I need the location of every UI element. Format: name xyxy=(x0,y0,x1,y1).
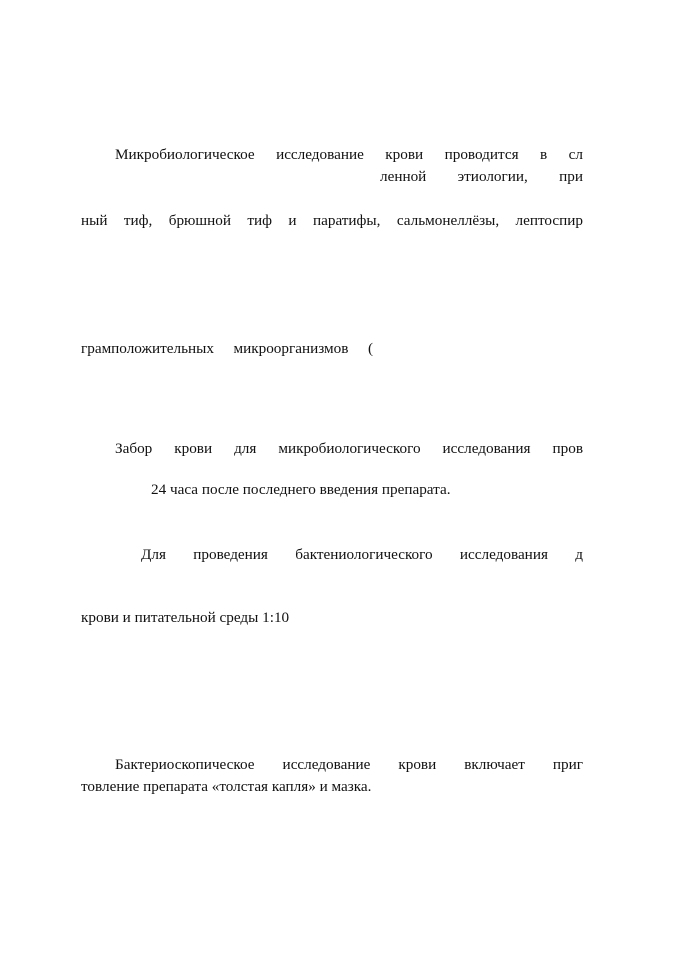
paragraph-5-line-2: товление препарата «толстая капля» и мазка. xyxy=(81,778,372,795)
paragraph-5-line-1: Бактериоскопическое исследование крови включает приг xyxy=(115,756,583,773)
paragraph-3-line-1: Забор крови для микробиологического исследования пров xyxy=(115,440,583,457)
paragraph-1-line-1: Микробиологическое исследование крови проводится в сл xyxy=(115,146,583,163)
paragraph-2-line-1: грамположительных микроорганизмов ( xyxy=(81,340,373,357)
paragraph-1-line-2: ленной этиологии, при xyxy=(380,168,583,185)
paragraph-4-line-2: крови и питательной среды 1:10 xyxy=(81,609,290,626)
paragraph-4-line-1: Для проведения бактениологического исследования д xyxy=(141,546,583,563)
paragraph-1-line-3: ный тиф, брюшной тиф и паратифы, сальмонеллёзы, лептоспир xyxy=(81,212,583,229)
paragraph-3-line-2: 24 часа после последнего введения препарата. xyxy=(151,481,451,498)
